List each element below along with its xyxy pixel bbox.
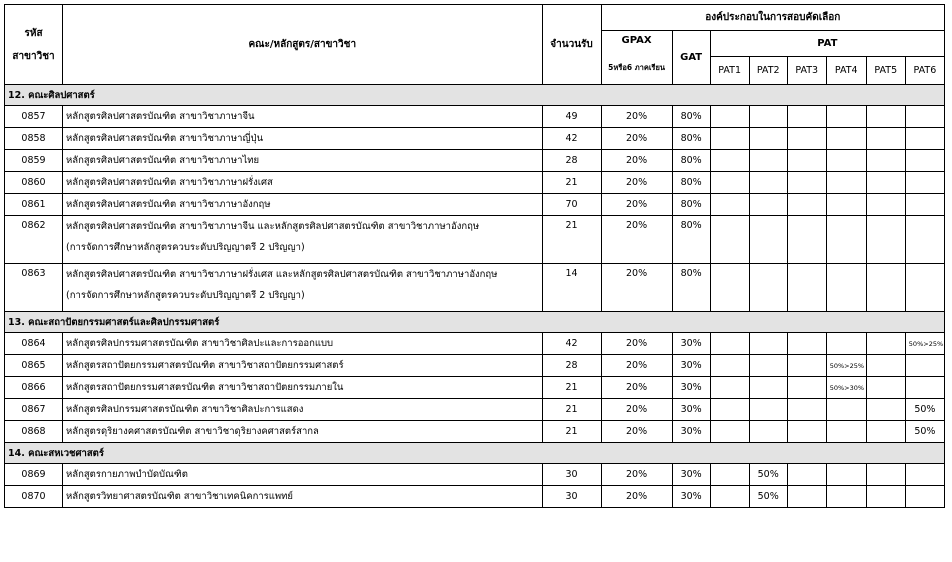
pat-value — [787, 216, 826, 264]
program-line: (การจัดการศึกษาหลักสูตรควบระดับปริญญาตรี 2 ปริญญา) — [66, 242, 305, 253]
pat-value — [826, 150, 866, 172]
components-header: องค์ประกอบในการสอบคัดเลือก — [601, 5, 944, 31]
seats-value: 14 — [542, 264, 601, 312]
section-row — [5, 85, 945, 106]
program-name — [63, 216, 542, 264]
pat-value — [710, 128, 749, 150]
section-title: 13. คณะสถาปัตยกรรมศาสตร์และศิลปกรรมศาสตร์ — [5, 312, 945, 333]
pat-value — [866, 150, 905, 172]
program-name — [63, 264, 542, 312]
program-header: คณะ/หลักสูตร/สาขาวิชา — [63, 5, 542, 85]
gat-value: 80% — [672, 128, 710, 150]
table-header — [5, 5, 945, 85]
program-name — [63, 128, 542, 150]
pat-value — [826, 333, 866, 355]
seats-value: 21 — [542, 377, 601, 399]
pat-value: 50%>30% — [826, 377, 866, 399]
pat-value — [710, 355, 749, 377]
pat-value — [826, 421, 866, 443]
pat-value — [787, 194, 826, 216]
pat-value — [905, 464, 944, 486]
seats-value: 70 — [542, 194, 601, 216]
pat-value — [787, 150, 826, 172]
pat-value — [749, 194, 787, 216]
gpax-value: 20% — [601, 150, 672, 172]
seats-value: 28 — [542, 150, 601, 172]
program-code: 0863 — [5, 264, 63, 312]
pat-value — [710, 216, 749, 264]
seats-value: 21 — [542, 172, 601, 194]
table-row — [5, 486, 945, 508]
gat-value: 80% — [672, 194, 710, 216]
pat-value — [710, 399, 749, 421]
pat-value — [866, 486, 905, 508]
program-code: 0858 — [5, 128, 63, 150]
program-name — [63, 172, 542, 194]
gpax-value: 20% — [601, 128, 672, 150]
gpax-value: 20% — [601, 194, 672, 216]
pat-value — [787, 333, 826, 355]
pat-value — [905, 264, 944, 312]
seats-value: 21 — [542, 399, 601, 421]
pat-value — [749, 421, 787, 443]
program-code: 0869 — [5, 464, 63, 486]
program-code: 0857 — [5, 106, 63, 128]
program-line: หลักสูตรศิลปศาสตรบัณฑิต สาขาวิชาภาษาจีน และหลักสูตรศิลปศาสตรบัณฑิต สาขาวิชาภาษาอังกฤษ — [66, 221, 480, 232]
program-name — [63, 194, 542, 216]
table-row — [5, 333, 945, 355]
program-name — [63, 486, 542, 508]
pat-value — [905, 194, 944, 216]
pat-value — [787, 421, 826, 443]
gat-value: 30% — [672, 355, 710, 377]
program-line: หลักสูตรศิลปศาสตรบัณฑิต สาขาวิชาภาษาอังกฤษ — [66, 199, 271, 210]
pat-col-header: PAT4 — [826, 57, 866, 85]
pat-value — [710, 377, 749, 399]
program-name — [63, 106, 542, 128]
pat-value — [710, 421, 749, 443]
table-row — [5, 377, 945, 399]
seats-header: จำนวนรับ — [542, 5, 601, 85]
pat-value — [866, 355, 905, 377]
program-code: 0859 — [5, 150, 63, 172]
program-line: หลักสูตรศิลปกรรมศาสตรบัณฑิต สาขาวิชาศิลปะและการออกแบบ — [66, 338, 334, 349]
pat-value — [749, 399, 787, 421]
pat-value — [826, 399, 866, 421]
program-name — [63, 377, 542, 399]
pat-value — [710, 172, 749, 194]
program-code: 0868 — [5, 421, 63, 443]
pat-value — [826, 128, 866, 150]
pat-value — [710, 333, 749, 355]
program-name — [63, 421, 542, 443]
pat-value — [787, 377, 826, 399]
program-line: หลักสูตรศิลปศาสตรบัณฑิต สาขาวิชาภาษาฝรั่งเศส และหลักสูตรศิลปศาสตรบัณฑิต สาขาวิชาภาษาอังกฤษ — [66, 269, 498, 280]
pat-value — [866, 172, 905, 194]
gat-value: 30% — [672, 399, 710, 421]
program-name — [63, 333, 542, 355]
gat-value: 30% — [672, 333, 710, 355]
pat-value — [826, 264, 866, 312]
seats-value: 30 — [542, 464, 601, 486]
pat-value: 50% — [749, 464, 787, 486]
gat-value: 80% — [672, 264, 710, 312]
pat-col-header: PAT5 — [866, 57, 905, 85]
gpax-value: 20% — [601, 355, 672, 377]
gat-value: 80% — [672, 172, 710, 194]
gat-value: 30% — [672, 421, 710, 443]
pat-value — [749, 128, 787, 150]
program-name — [63, 399, 542, 421]
pat-value — [866, 399, 905, 421]
table-row — [5, 421, 945, 443]
program-line: หลักสูตรศิลปศาสตรบัณฑิต สาขาวิชาภาษาจีน — [66, 111, 255, 122]
program-code: 0860 — [5, 172, 63, 194]
pat-value — [749, 172, 787, 194]
section-row — [5, 443, 945, 464]
section-title: 12. คณะศิลปศาสตร์ — [5, 85, 945, 106]
pat-value — [710, 194, 749, 216]
seats-value: 28 — [542, 355, 601, 377]
pat-value — [787, 464, 826, 486]
program-code: 0870 — [5, 486, 63, 508]
gpax-value: 20% — [601, 486, 672, 508]
pat-value: 50% — [905, 399, 944, 421]
gpax-value: 20% — [601, 377, 672, 399]
table-row — [5, 194, 945, 216]
pat-value — [826, 106, 866, 128]
table-row — [5, 355, 945, 377]
pat-value — [749, 216, 787, 264]
pat-value — [787, 172, 826, 194]
pat-value — [710, 264, 749, 312]
table-row — [5, 464, 945, 486]
pat-value — [905, 128, 944, 150]
pat-value — [826, 194, 866, 216]
program-code: 0866 — [5, 377, 63, 399]
pat-value — [905, 216, 944, 264]
section-title: 14. คณะสหเวชศาสตร์ — [5, 443, 945, 464]
gpax-value: 20% — [601, 399, 672, 421]
pat-value — [787, 355, 826, 377]
pat-value — [787, 106, 826, 128]
pat-col-header: PAT6 — [905, 57, 944, 85]
table-row — [5, 399, 945, 421]
pat-value — [866, 264, 905, 312]
pat-value — [749, 150, 787, 172]
pat-value — [710, 106, 749, 128]
pat-value — [710, 464, 749, 486]
gat-value: 80% — [672, 216, 710, 264]
pat-value — [866, 194, 905, 216]
table-row — [5, 264, 945, 312]
pat-value: 50%>25% — [905, 333, 944, 355]
table-row — [5, 150, 945, 172]
pat-value: 50%>25% — [826, 355, 866, 377]
pat-col-header: PAT2 — [749, 57, 787, 85]
gpax-value: 20% — [601, 172, 672, 194]
program-line: หลักสูตรศิลปกรรมศาสตรบัณฑิต สาขาวิชาศิลปะการแสดง — [66, 404, 304, 415]
program-line: หลักสูตรสถาปัตยกรรมศาสตรบัณฑิต สาขาวิชาสถาปัตยกรรมศาสตร์ — [66, 360, 344, 371]
pat-value — [905, 106, 944, 128]
gpax-value: 20% — [601, 464, 672, 486]
program-code: 0865 — [5, 355, 63, 377]
pat-value — [787, 399, 826, 421]
pat-value — [866, 421, 905, 443]
gat-value: 30% — [672, 377, 710, 399]
pat-value — [787, 264, 826, 312]
seats-value: 42 — [542, 128, 601, 150]
program-line: หลักสูตรศิลปศาสตรบัณฑิต สาขาวิชาภาษาไทย — [66, 155, 260, 166]
seats-value: 21 — [542, 216, 601, 264]
program-code: 0864 — [5, 333, 63, 355]
pat-value — [866, 128, 905, 150]
pat-header: PAT — [710, 31, 944, 57]
pat-value — [826, 216, 866, 264]
gpax-value: 20% — [601, 333, 672, 355]
program-line: หลักสูตรกายภาพบำบัดบัณฑิต — [66, 469, 188, 480]
pat-value — [749, 106, 787, 128]
pat-value — [710, 486, 749, 508]
pat-col-header: PAT1 — [710, 57, 749, 85]
pat-value — [905, 377, 944, 399]
pat-value — [866, 464, 905, 486]
pat-value — [749, 355, 787, 377]
program-line: หลักสูตรศิลปศาสตรบัณฑิต สาขาวิชาภาษาฝรั่งเศส — [66, 177, 273, 188]
pat-value — [826, 486, 866, 508]
pat-value — [866, 377, 905, 399]
pat-value — [826, 172, 866, 194]
table-row — [5, 106, 945, 128]
pat-value — [749, 264, 787, 312]
program-code: 0862 — [5, 216, 63, 264]
gpax-value: 20% — [601, 106, 672, 128]
seats-value: 42 — [542, 333, 601, 355]
pat-value — [787, 486, 826, 508]
gpax-value: 20% — [601, 216, 672, 264]
pat-value: 50% — [749, 486, 787, 508]
program-name — [63, 355, 542, 377]
code-header: รหัส สาขาวิชา — [5, 5, 63, 85]
gpax-value: 20% — [601, 421, 672, 443]
seats-value: 49 — [542, 106, 601, 128]
pat-col-header: PAT3 — [787, 57, 826, 85]
gat-value: 80% — [672, 150, 710, 172]
table-body — [5, 85, 945, 508]
pat-value: 50% — [905, 421, 944, 443]
pat-value — [749, 333, 787, 355]
program-line: หลักสูตรดุริยางคศาสตรบัณฑิต สาขาวิชาดุริยางคศาสตร์สากล — [66, 426, 319, 437]
pat-value — [787, 128, 826, 150]
seats-value: 21 — [542, 421, 601, 443]
pat-value — [905, 150, 944, 172]
table-row — [5, 216, 945, 264]
program-name — [63, 150, 542, 172]
gpax-header: GPAX 5หรือ6 ภาคเรียน — [601, 31, 672, 85]
gat-value: 80% — [672, 106, 710, 128]
pat-value — [826, 464, 866, 486]
pat-value — [905, 172, 944, 194]
seats-value: 30 — [542, 486, 601, 508]
program-line: หลักสูตรศิลปศาสตรบัณฑิต สาขาวิชาภาษาญี่ปุ่น — [66, 133, 264, 144]
program-line: หลักสูตรวิทยาศาสตรบัณฑิต สาขาวิชาเทคนิคการแพทย์ — [66, 491, 293, 502]
pat-value — [905, 486, 944, 508]
table-row — [5, 172, 945, 194]
program-name — [63, 464, 542, 486]
gat-value: 30% — [672, 464, 710, 486]
gat-value: 30% — [672, 486, 710, 508]
pat-value — [866, 333, 905, 355]
pat-value — [866, 106, 905, 128]
program-code: 0867 — [5, 399, 63, 421]
admission-table — [4, 4, 945, 508]
gpax-value: 20% — [601, 264, 672, 312]
program-line: หลักสูตรสถาปัตยกรรมศาสตรบัณฑิต สาขาวิชาสถาปัตยกรรมภายใน — [66, 382, 344, 393]
gat-header: GAT — [672, 31, 710, 85]
pat-value — [710, 150, 749, 172]
program-code: 0861 — [5, 194, 63, 216]
section-row — [5, 312, 945, 333]
table-row — [5, 128, 945, 150]
pat-value — [905, 355, 944, 377]
pat-value — [866, 216, 905, 264]
pat-value — [749, 377, 787, 399]
program-line: (การจัดการศึกษาหลักสูตรควบระดับปริญญาตรี 2 ปริญญา) — [66, 290, 305, 301]
